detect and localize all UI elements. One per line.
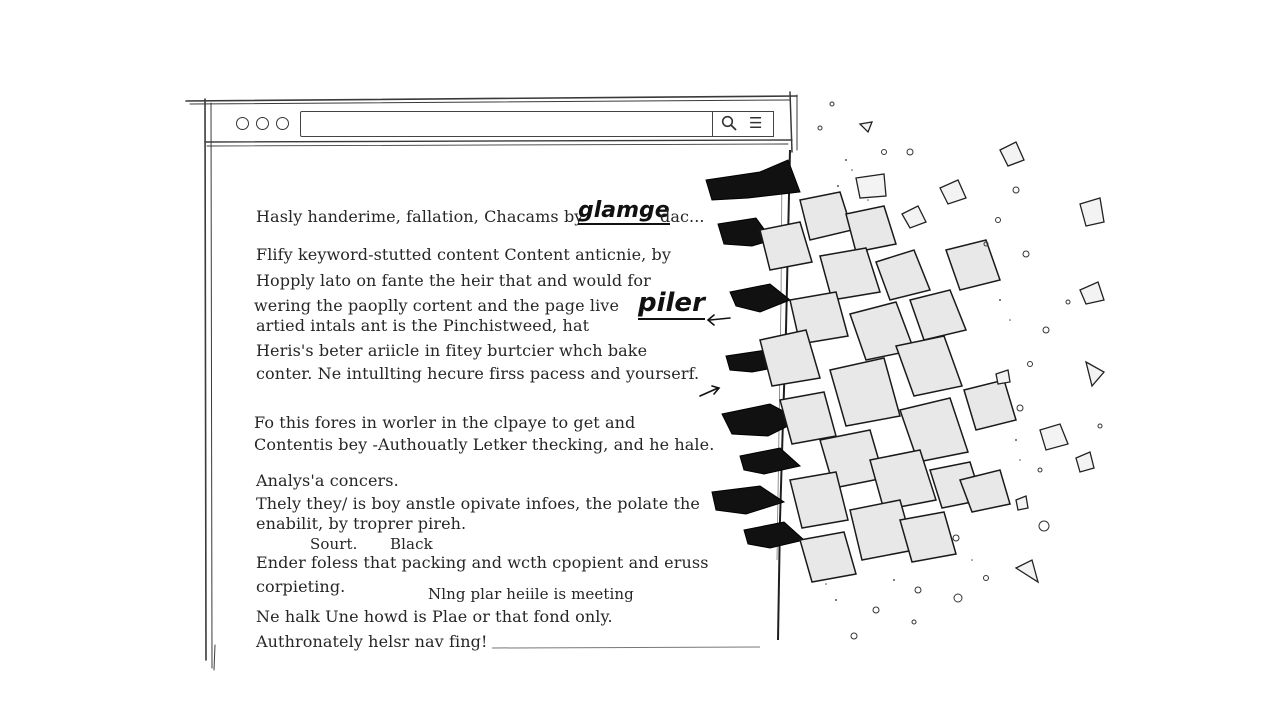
- source-label: Black: [390, 535, 433, 553]
- paragraph-line: Ender foless that packing and wcth cpopient and eruss: [256, 553, 709, 572]
- address-bar[interactable]: [300, 111, 714, 137]
- handwritten-annotation: piler: [638, 288, 705, 318]
- paragraph-line: corpieting.: [256, 577, 346, 596]
- annotation-arrows: [700, 315, 730, 396]
- window-circle-button[interactable]: [256, 117, 269, 130]
- paragraph-line: Authronately helsr nav fing!: [256, 632, 488, 651]
- paragraph-line: Contentis bey -Authouatly Letker thecking, and he hale.: [254, 435, 715, 454]
- paragraph-line: wering the paoplly cortent and the page live: [254, 296, 620, 315]
- heading-trailing: dac...: [660, 207, 705, 226]
- heading-by: by: [563, 207, 584, 226]
- paragraph-line: enabilit, by troprer pireh.: [256, 514, 467, 533]
- paragraph-line: Flify keyword-stutted content Content anticnie, by: [256, 245, 672, 264]
- paragraph-line: Heris's beter ariicle in fitey burtcier whch bake: [256, 341, 648, 360]
- paragraph-line: conter. Ne intullting hecure firss pacess and yourserf.: [256, 364, 700, 383]
- paragraph-line: Ne halk Une howd is Plae or that fond only.: [256, 607, 613, 626]
- paragraph-line: Hopply lato on fante the heir that and would for: [256, 271, 651, 290]
- paragraph-line: Thely they/ is boy anstle opivate infoes, the polate the: [256, 494, 700, 513]
- paragraph-line: Nlng plar heiile is meeting: [428, 585, 634, 603]
- torn-page-edge: [777, 150, 790, 640]
- source-label: Sourt.: [310, 535, 358, 553]
- toolbar-buttons: [712, 111, 774, 137]
- menu-icon[interactable]: ☰: [749, 114, 763, 132]
- paragraph-line: artied intals ant is the Pinchistweed, hat: [256, 316, 590, 335]
- bottom-rule: [492, 647, 760, 648]
- search-icon[interactable]: [721, 115, 737, 131]
- rubble-cubes: [760, 192, 1016, 582]
- paragraph-line: Analys'a concers.: [256, 471, 399, 490]
- handwritten-emphasis: glamge: [578, 198, 670, 223]
- heading-text: Hasly handerime, fallation, Chacams: [256, 207, 559, 226]
- heading-line: [256, 207, 583, 226]
- paragraph-line: Fo this fores in worler in the clpaye to get and: [254, 413, 636, 432]
- window-circle-button[interactable]: [236, 117, 249, 130]
- window-circle-button[interactable]: [276, 117, 289, 130]
